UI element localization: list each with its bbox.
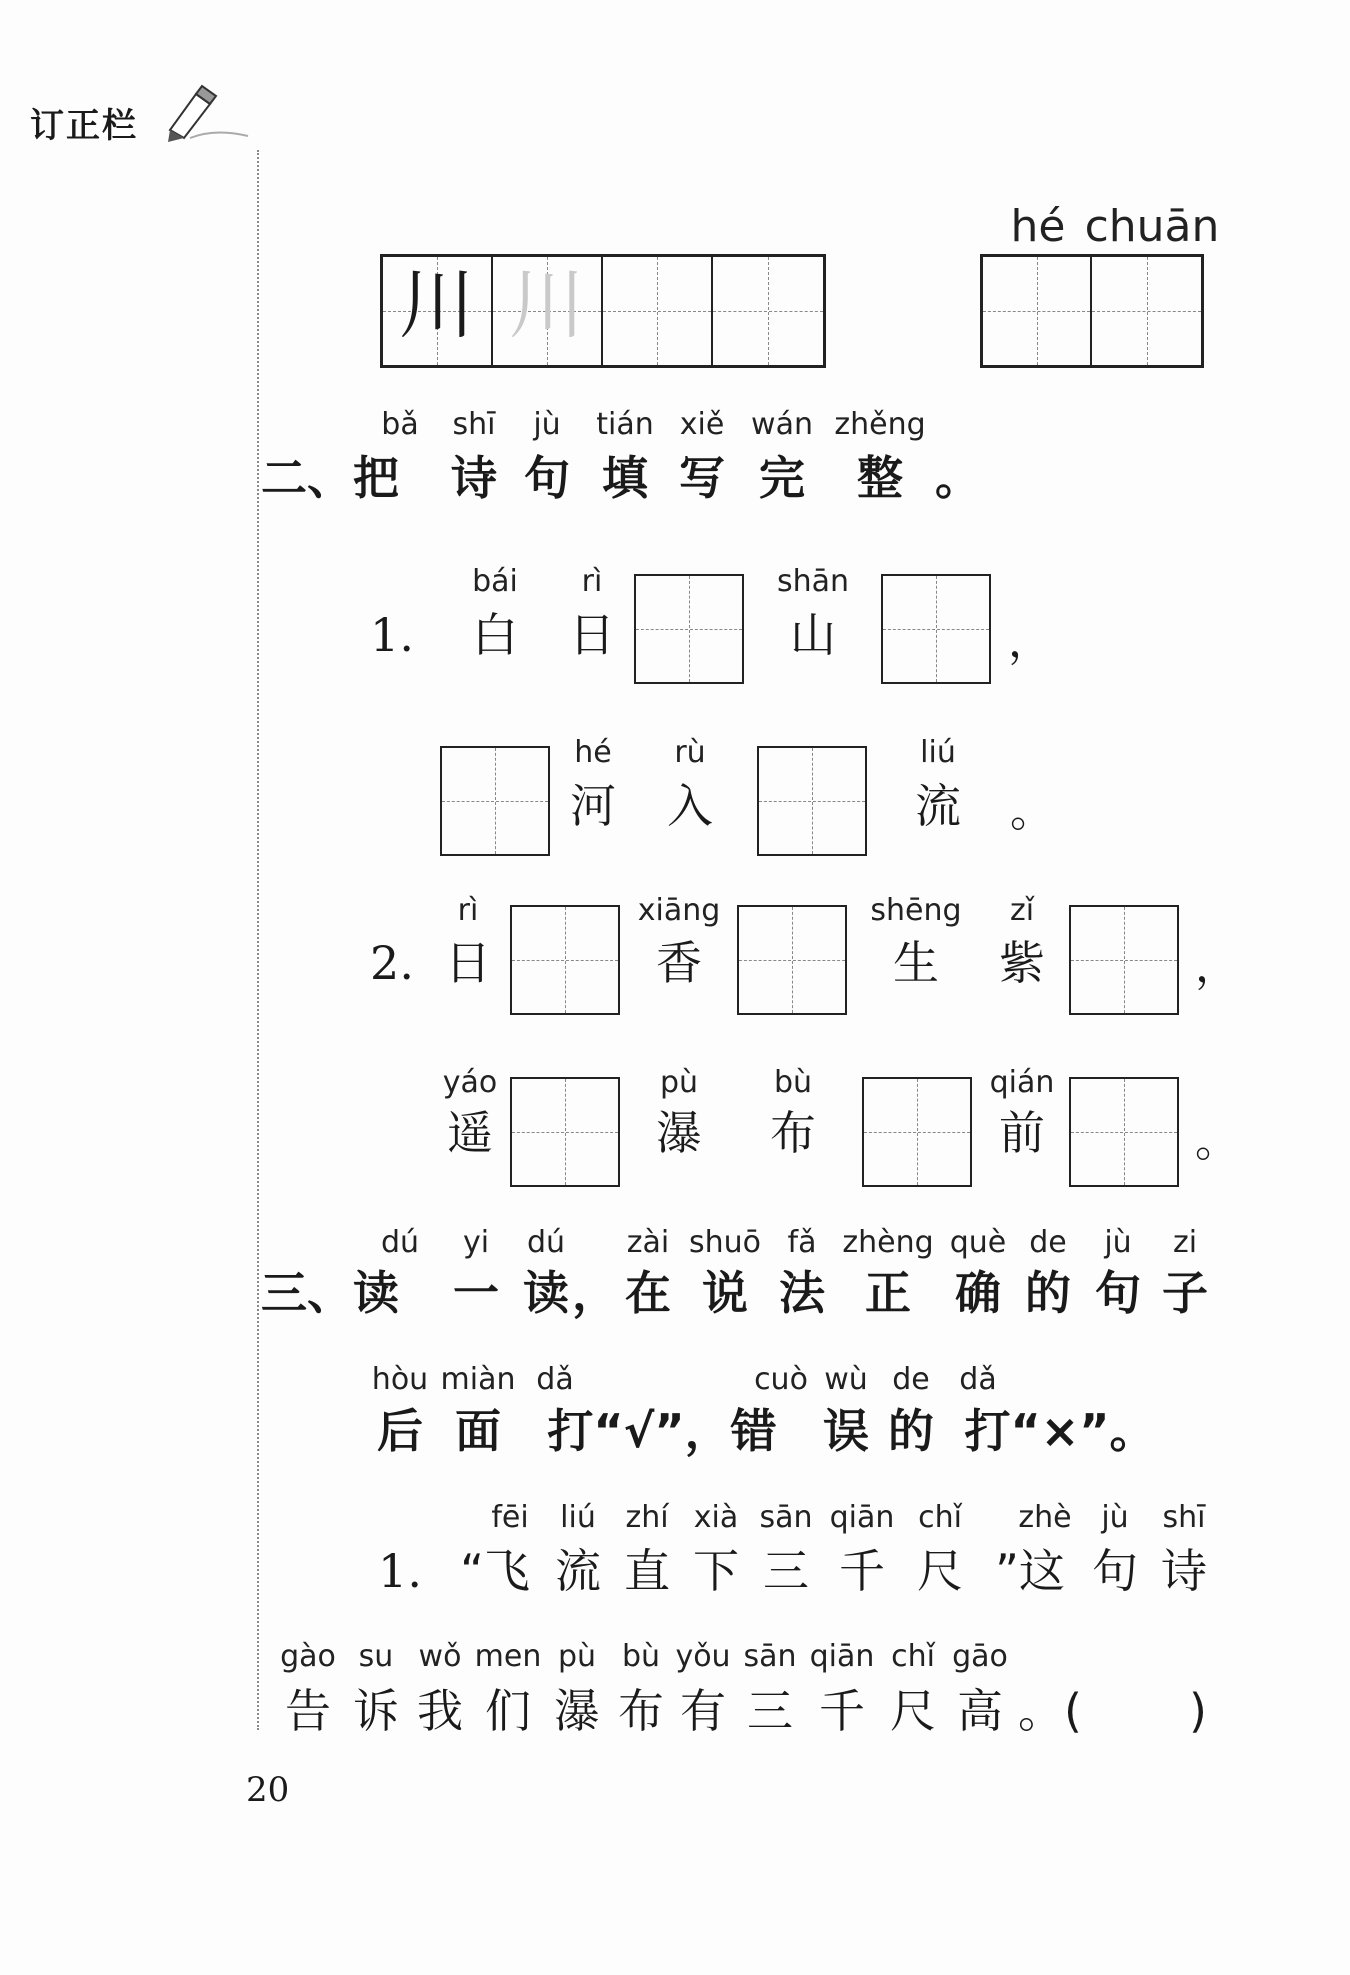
answer-box[interactable] — [757, 746, 867, 856]
sentence-part: 布 — [618, 1684, 664, 1738]
section-title-part: 后 — [377, 1404, 423, 1458]
pinyin: pù — [659, 1065, 699, 1100]
sentence-part: 直 — [624, 1544, 670, 1598]
pinyin: tián — [596, 407, 654, 442]
answer-bracket-close: ) — [1189, 1684, 1207, 1738]
sentence-part: 句 — [1092, 1544, 1138, 1598]
poem-character: 生 — [893, 936, 939, 990]
pinyin: jù — [533, 407, 561, 442]
pinyin: yǒu — [675, 1639, 731, 1674]
model-character: 川 — [399, 260, 475, 349]
pinyin: shī — [452, 407, 496, 442]
pinyin: su — [358, 1639, 394, 1674]
comma: ， — [1195, 941, 1239, 992]
grid-cell[interactable] — [1092, 257, 1201, 365]
pinyin: yi — [462, 1225, 490, 1260]
pinyin: sān — [759, 1500, 813, 1535]
answer-box[interactable] — [510, 905, 620, 1015]
pinyin-he: hé — [1010, 201, 1066, 252]
writing-grid-chuan[interactable] — [380, 254, 826, 368]
section-title-part: 写 — [679, 451, 725, 505]
section-title-part: 填 — [602, 451, 648, 505]
grid-cell[interactable] — [493, 257, 603, 365]
section-title-part: 打“×”。 — [964, 1404, 1156, 1458]
grid-cell[interactable] — [983, 257, 1092, 365]
pinyin: qiān — [829, 1500, 895, 1535]
pinyin: dǎ — [536, 1362, 574, 1397]
poem-character: 入 — [667, 779, 713, 833]
pinyin: jù — [1104, 1225, 1132, 1260]
sidebar-divider — [257, 150, 259, 1730]
section-title-part: ， — [572, 1266, 618, 1320]
pinyin: zhěng — [834, 407, 926, 442]
pinyin: miàn — [440, 1362, 516, 1397]
pinyin: bái — [472, 564, 518, 599]
section-title-part: 句 — [524, 451, 570, 505]
question-number: 1. — [370, 608, 414, 662]
section-title-part: 一 — [453, 1266, 499, 1320]
pinyin: xià — [693, 1500, 739, 1535]
sentence-part: 千 — [839, 1544, 885, 1598]
section-title-part: 读 — [523, 1266, 569, 1320]
pinyin: dǎ — [959, 1362, 997, 1397]
writing-grid-hechuan[interactable] — [980, 254, 1204, 368]
pinyin: men — [474, 1639, 542, 1674]
pinyin: wù — [824, 1362, 868, 1397]
sentence-part: 尺 — [917, 1544, 963, 1598]
pinyin: gào — [280, 1639, 336, 1674]
answer-box[interactable] — [440, 746, 550, 856]
question-number: 2. — [370, 936, 414, 990]
pinyin: liú — [920, 735, 956, 770]
pinyin: bù — [773, 1065, 813, 1100]
answer-box[interactable] — [634, 574, 744, 684]
section-title-part: 完 — [759, 451, 805, 505]
pinyin: de — [1029, 1225, 1067, 1260]
section-title-part: 确 — [955, 1266, 1001, 1320]
pinyin: rì — [457, 893, 479, 928]
section-title-part: 正 — [865, 1266, 911, 1320]
sentence-part: 诗 — [1161, 1544, 1207, 1598]
pinyin: què — [949, 1225, 1007, 1260]
answer-bracket-open[interactable]: 。( — [1018, 1684, 1082, 1738]
pinyin: shuō — [688, 1225, 762, 1260]
sentence-part: 诉 — [353, 1684, 399, 1738]
pinyin: rù — [674, 735, 706, 770]
pinyin: liú — [560, 1500, 596, 1535]
poem-character: 瀑 — [656, 1106, 702, 1160]
section-title-part: 说 — [702, 1266, 748, 1320]
answer-box[interactable] — [1069, 1077, 1179, 1187]
grid-cell[interactable] — [603, 257, 713, 365]
grid-cell[interactable] — [383, 257, 493, 365]
pinyin: sān — [743, 1639, 797, 1674]
pinyin: fǎ — [787, 1225, 817, 1260]
pinyin-chuan: chuān — [1084, 201, 1220, 252]
sentence-part: 三 — [763, 1544, 809, 1598]
section-title-part: 打“√”，错 — [547, 1404, 777, 1458]
section-title-part: 二、把 — [261, 451, 399, 505]
section-title-part: 。 — [935, 451, 981, 505]
pinyin: shān — [776, 564, 850, 599]
answer-box[interactable] — [881, 574, 991, 684]
sentence-part: 尺 — [890, 1684, 936, 1738]
poem-character: 白 — [472, 608, 518, 662]
correction-column-title: 订正栏 — [30, 106, 138, 146]
poem-character: 山 — [790, 608, 836, 662]
pinyin: jù — [1101, 1500, 1129, 1535]
section-title-part: 的 — [1025, 1266, 1071, 1320]
question-number: 1. — [378, 1544, 422, 1598]
pinyin: de — [892, 1362, 930, 1397]
pinyin: zài — [626, 1225, 670, 1260]
poem-character: 流 — [915, 779, 961, 833]
page-number: 20 — [246, 1770, 290, 1810]
sentence-part: 我 — [417, 1684, 463, 1738]
pinyin: hòu — [371, 1362, 429, 1397]
poem-character: 日 — [445, 936, 491, 990]
poem-character: 布 — [770, 1106, 816, 1160]
sentence-part: “飞 — [460, 1544, 530, 1598]
answer-box[interactable] — [862, 1077, 972, 1187]
pinyin: pù — [557, 1639, 597, 1674]
pinyin: qiān — [809, 1639, 875, 1674]
section-title-part: 的 — [888, 1404, 934, 1458]
poem-character: 遥 — [447, 1106, 493, 1160]
pinyin: wán — [751, 407, 813, 442]
sentence-part: 们 — [485, 1684, 531, 1738]
sentence-part: 有 — [680, 1684, 726, 1738]
section-title-part: 诗 — [451, 451, 497, 505]
section-title-part: 整 — [857, 451, 903, 505]
sentence-part: 告 — [285, 1684, 331, 1738]
pinyin: shī — [1162, 1500, 1206, 1535]
poem-character: 紫 — [999, 936, 1045, 990]
poem-character: 日 — [569, 608, 615, 662]
pinyin: chǐ — [918, 1500, 962, 1535]
section-title-part: 句 — [1095, 1266, 1141, 1320]
answer-box[interactable] — [737, 905, 847, 1015]
pinyin: xiāng — [637, 893, 721, 928]
poem-character: 前 — [999, 1106, 1045, 1160]
section-title-part: 子 — [1162, 1266, 1208, 1320]
section-title-part: 在 — [625, 1266, 671, 1320]
pencil-icon — [160, 82, 250, 142]
section-title-part: 面 — [455, 1404, 501, 1458]
pinyin: zhèng — [842, 1225, 934, 1260]
pinyin: dú — [526, 1225, 566, 1260]
period: 。 — [1195, 1116, 1239, 1167]
poem-character: 香 — [656, 936, 702, 990]
pinyin: yáo — [442, 1065, 498, 1100]
pinyin: zhè — [1018, 1500, 1072, 1535]
sentence-part: 下 — [693, 1544, 739, 1598]
pinyin: xiě — [679, 407, 725, 442]
pinyin: bǎ — [381, 407, 419, 442]
sentence-part: 三 — [747, 1684, 793, 1738]
sentence-part: 千 — [819, 1684, 865, 1738]
pinyin: rì — [581, 564, 603, 599]
poem-character: 河 — [570, 779, 616, 833]
trace-character: 川 — [509, 260, 585, 349]
grid-cell[interactable] — [713, 257, 823, 365]
sentence-part: ”这 — [995, 1544, 1065, 1598]
pinyin: shēng — [870, 893, 962, 928]
pinyin: zǐ — [1009, 893, 1035, 928]
comma: ， — [1008, 616, 1052, 667]
pinyin: cuò — [754, 1362, 808, 1397]
pinyin: hé — [574, 735, 612, 770]
pinyin: zi — [1172, 1225, 1198, 1260]
pinyin: wǒ — [418, 1639, 462, 1674]
pinyin: bù — [621, 1639, 661, 1674]
pinyin: fēi — [491, 1500, 529, 1535]
pinyin: zhí — [625, 1500, 669, 1535]
sentence-part: 瀑 — [554, 1684, 600, 1738]
pinyin: dú — [380, 1225, 420, 1260]
answer-box[interactable] — [510, 1077, 620, 1187]
pinyin: chǐ — [891, 1639, 935, 1674]
section-title-part: 三、读 — [261, 1266, 399, 1320]
section-title-part: 法 — [779, 1266, 825, 1320]
section-title-part: 误 — [823, 1404, 869, 1458]
pinyin: qián — [989, 1065, 1055, 1100]
period: 。 — [1010, 786, 1054, 837]
sentence-part: 高 — [957, 1684, 1003, 1738]
answer-box[interactable] — [1069, 905, 1179, 1015]
pinyin: gāo — [952, 1639, 1008, 1674]
sentence-part: 流 — [555, 1544, 601, 1598]
